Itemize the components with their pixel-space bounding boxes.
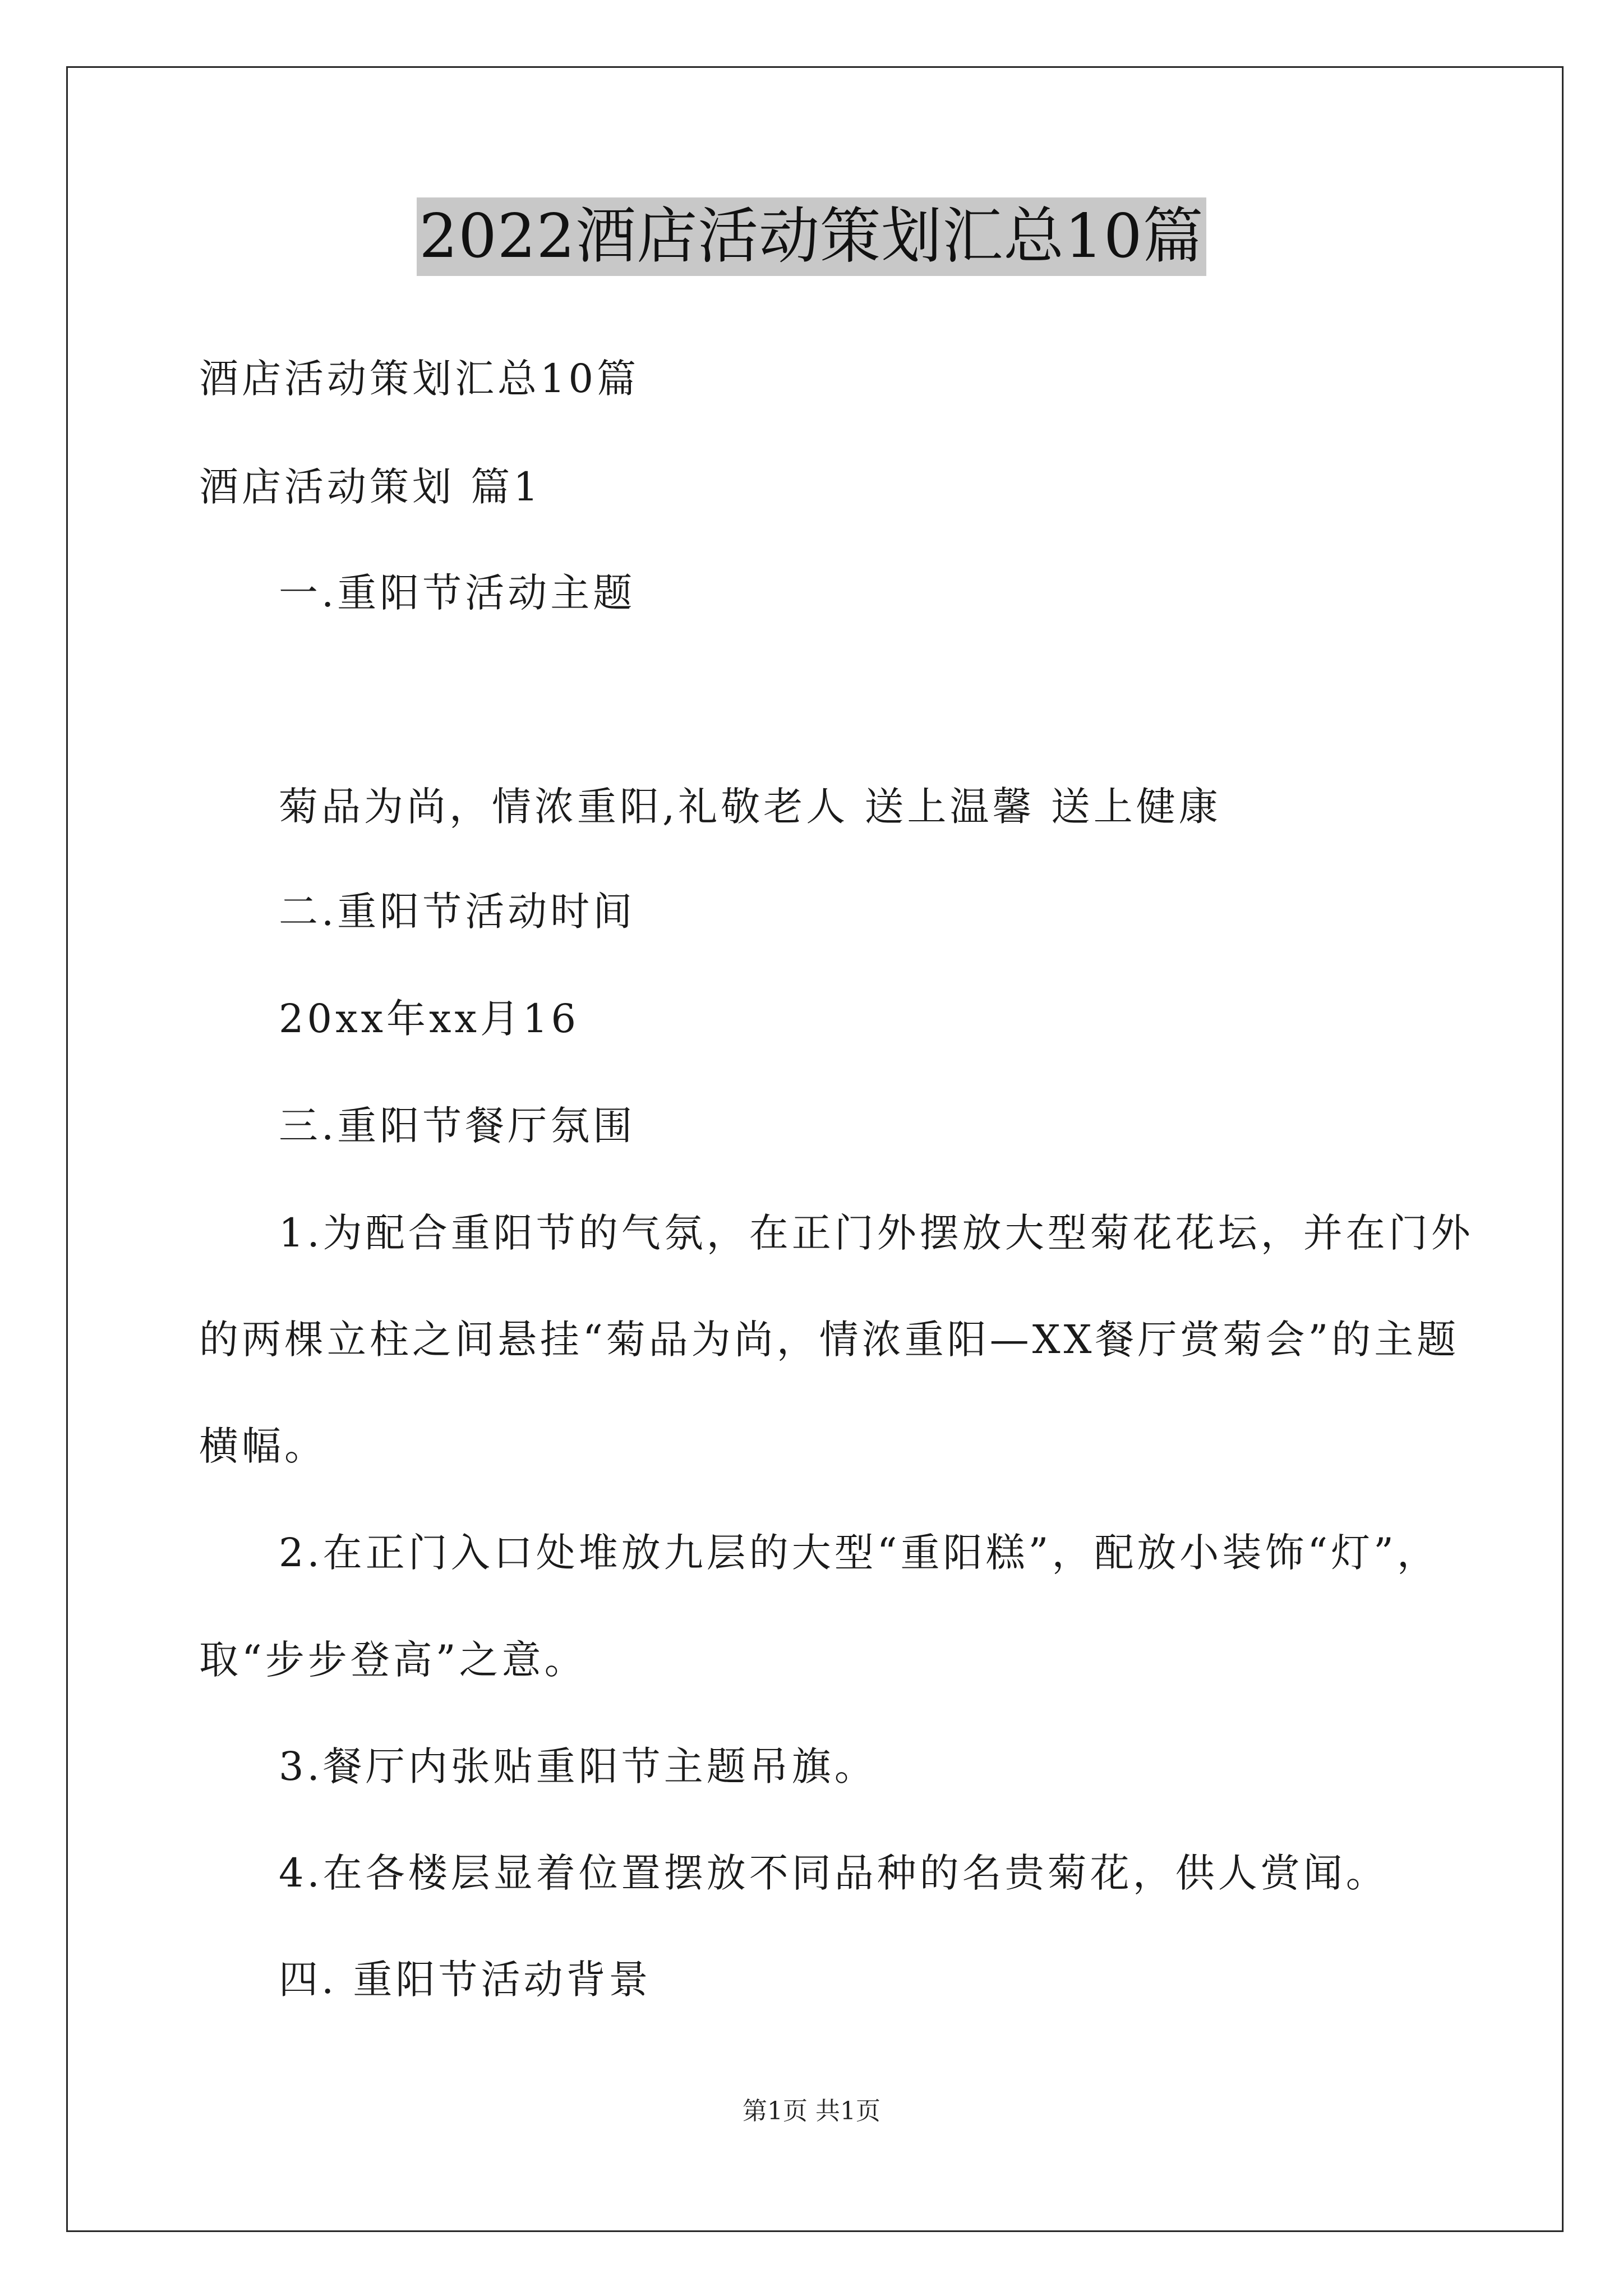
item-4: 4.在各楼层显着位置摆放不同品种的名贵菊花，供人赏闻。 (279, 1850, 1389, 1896)
heading-time: 二.重阳节活动时间 (279, 889, 636, 935)
heading-atmosphere: 三.重阳节餐厅氛围 (279, 1103, 636, 1149)
page-footer: 第1页 共1页 (743, 2097, 880, 2125)
item-3: 3.餐厅内张贴重阳节主题吊旗。 (279, 1743, 877, 1789)
item-1-line-1: 1.为配合重阳节的气氛，在正门外摆放大型菊花花坛，并在门外 (279, 1210, 1474, 1256)
theme-text: 菊品为尚，情浓重阳,礼敬老人 送上温馨 送上健康 (279, 784, 1221, 830)
item-1-line-3: 横幅。 (199, 1423, 327, 1469)
subtitle-line: 酒店活动策划汇总10篇 (199, 356, 640, 402)
section-heading: 酒店活动策划 篇1 (199, 464, 542, 510)
document-title: 2022酒店活动策划汇总10篇 (417, 197, 1206, 276)
title-container (0, 197, 1623, 276)
time-text: 20xx年xx月16 (279, 996, 580, 1042)
item-1-line-2: 的两棵立柱之间悬挂“菊品为尚，情浓重阳—XX餐厅赏菊会”的主题 (199, 1317, 1460, 1363)
heading-background: 四. 重阳节活动背景 (279, 1957, 652, 2003)
item-2-line-1: 2.在正门入口处堆放九层的大型“重阳糕”，配放小装饰“灯”， (279, 1530, 1440, 1576)
item-2-line-2: 取“步步登高”之意。 (199, 1637, 587, 1683)
heading-theme: 一.重阳节活动主题 (279, 570, 636, 616)
